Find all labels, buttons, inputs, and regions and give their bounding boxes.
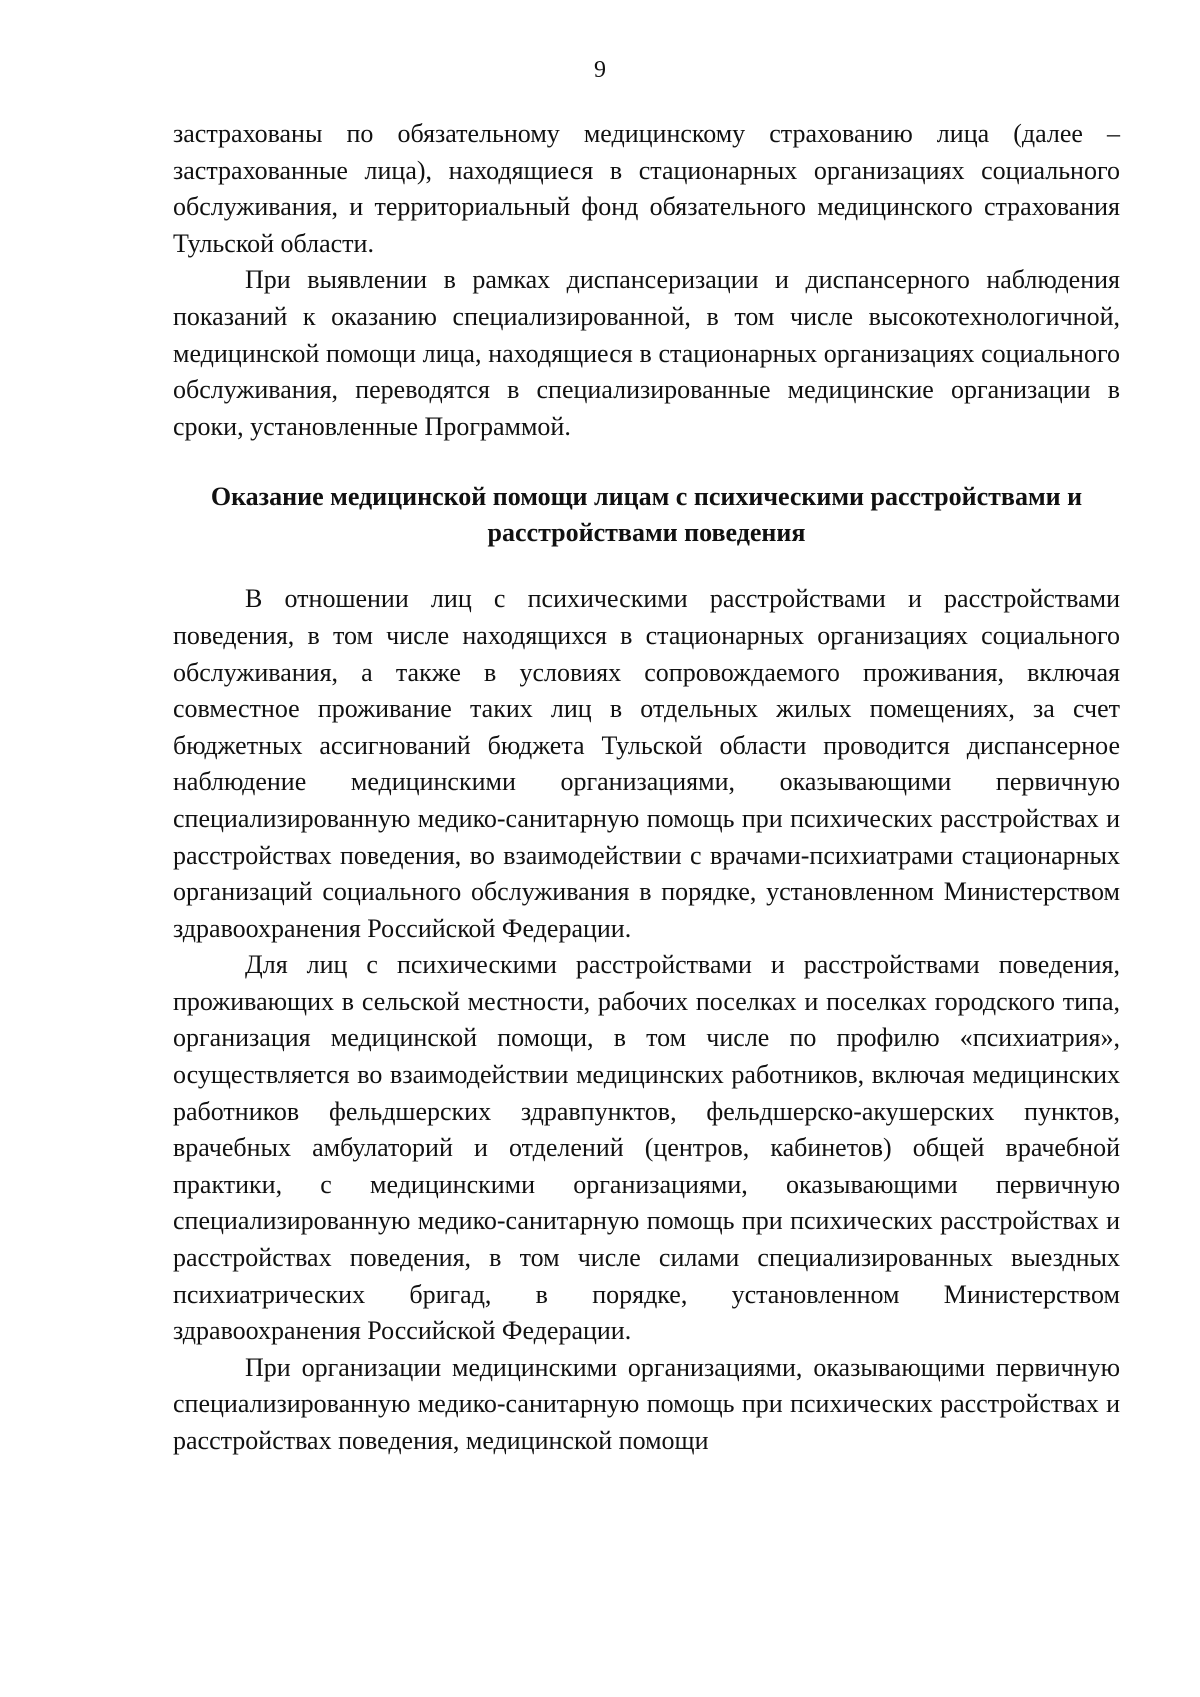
section-heading: Оказание медицинской помощи лицам с психическими расстройствами и расстройствами поведения xyxy=(210,482,1083,548)
paragraph-dispensary-observation: В отношении лиц с психическими расстройствами и расстройствами поведения, в том числе находящихся в стационарных организациях социального обслуживания, а также в условиях сопровождаемого проживания, включая совместное проживание таких лиц в отдельных жилых помещениях, за счет бюджетных ассигнований бюджета Тульской области проводится диспансерное наблюдение медицинскими организациями, оказывающими первичную специализированную медико-санитарную помощь при психических расстройствах и расстройствах поведения, во взаимодействии с врачами-психиатрами стационарных организаций социального обслуживания в порядке, установленном Министерством здравоохранения Российской Федерации. xyxy=(173,584,1120,943)
paragraph-dispensary-transfer: При выявлении в рамках диспансеризации и диспансерного наблюдения показаний к оказанию специализированной, в том числе высокотехнологичной, медицинской помощи лица, находящиеся в стационарных организациях социального обслуживания, переводятся в специализированные медицинские организации в сроки, установленные Программой. xyxy=(173,265,1120,441)
paragraph-organization: При организации медицинскими организациями, оказывающими первичную специализированную медико-санитарную помощь при психических расстройствах и расстройствах поведения, медицинской помощи xyxy=(173,1352,1120,1455)
paragraph-continuation: застрахованы по обязательному медицинскому страхованию лица (далее – застрахованные лица), находящиеся в стационарных организациях социального обслуживания, и территориальный фонд обязательного медицинского страхования Тульской области. xyxy=(173,119,1120,258)
page-number: 9 xyxy=(594,57,606,83)
document-body xyxy=(173,116,1120,1460)
paragraph-rural-care: Для лиц с психическими расстройствами и расстройствами поведения, проживающих в сельской местности, рабочих поселках и поселках городского типа, организация медицинской помощи, в том числе по профилю «психиатрия», осуществляется во взаимодействии медицинских работников, включая медицинских работников фельдшерских здравпунктов, фельдшерско-акушерских пунктов, врачебных амбулаторий и отделений (центров, кабинетов) общей врачебной практики, с медицинскими организациями, оказывающими первичную специализированную медико-санитарную помощь при психических расстройствах и расстройствах поведения, в том числе силами специализированных выездных психиатрических бригад, в порядке, установленном Министерством здравоохранения Российской Федерации. xyxy=(173,950,1120,1346)
